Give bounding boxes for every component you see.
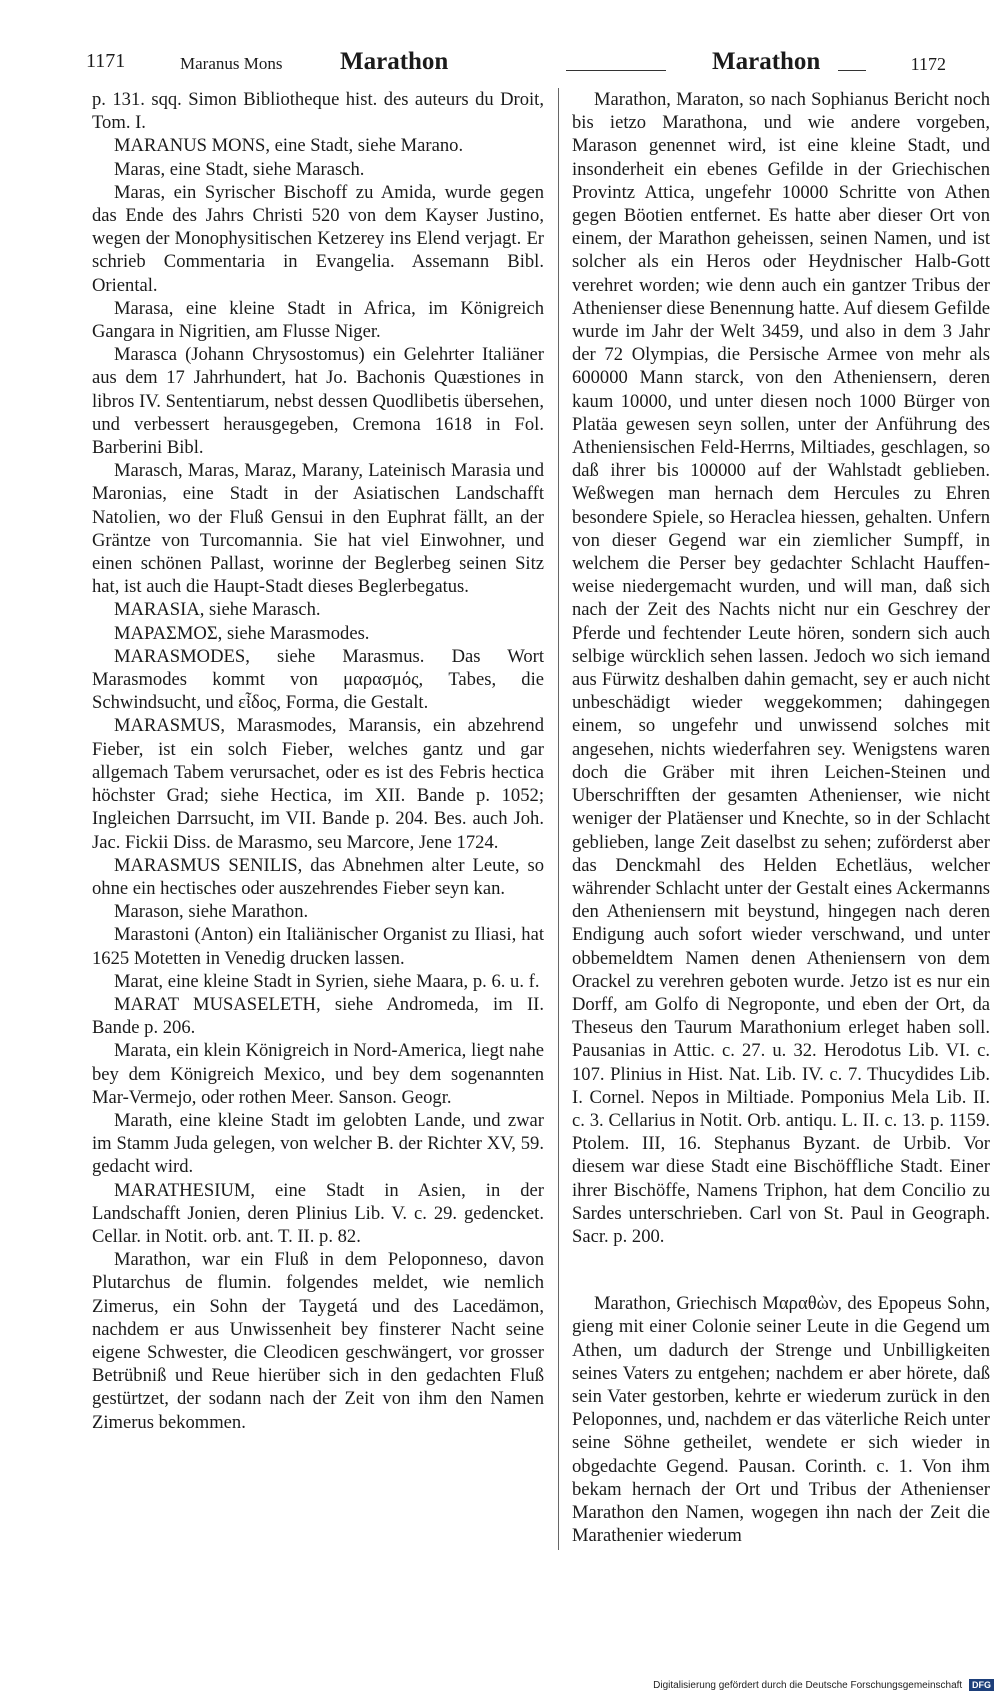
dictionary-entry: MARASMODES, siehe Marasmus. Das Wort Marasmodes kommt von μαρασμός, Tabes, die Schwindsucht, und εἶδος, Forma, die Gestalt. bbox=[92, 645, 544, 714]
header-rule bbox=[838, 70, 866, 71]
dictionary-entry: Marasa, eine kleine Stadt in Africa, im Königreich Gangara in Nigritien, am Flusse Niger. bbox=[92, 297, 544, 343]
dictionary-entry: Maras, eine Stadt, siehe Marasch. bbox=[114, 158, 365, 180]
dictionary-entry: Marata, ein klein Königreich in Nord-America, liegt nahe bey dem Königreich Mexico, und bey dem sogenannten Mar-Vermejo, oder rothen Meer. Sanson. Geogr. bbox=[92, 1040, 544, 1108]
dictionary-entry: Marathon, Griechisch Μαραθὼν, des Epopeus Sohn, gieng mit einer Colonie seiner Leute in die Gegend um Athen, um dadurch der Strenge und Unbilligkeiten seines Vaters zu entgehen; nachdem er aber hörete, daß sein Vater gestorben, kehrte er wiederum zurück in den Peloponnes, und, nachdem er das väterliche Reich unter seine Söhne getheilet, wendete er sich wieder in obgedachte Gegend. Pausan. Corinth. c. 1. Von ihm bekam hernach der Ort und Tribus der Athenienser Marathon den Namen, wogegen ihn nach der Zeit die Marathenier wiederum bbox=[572, 1293, 990, 1547]
digitization-footer bbox=[653, 1679, 994, 1691]
running-head-right: Marathon bbox=[712, 48, 821, 75]
dictionary-entry: MARASMUS, Marasmodes, Maransis, ein abzehrend Fieber, ist ein solch Fieber, welches gantz und gar allgemach Tabem verursachet, oder es ist des Febris hectica höchster Grad; siehe Hectica, im XII. Bande p. 1052; Ingleichen Darrsucht, im VII. Bande p. 204. Bes. auch Joh. Jac. Fickii Diss. de Marasmo, seu Marcore, Jene 1724. bbox=[92, 715, 544, 853]
dictionary-entry: Marastoni (Anton) ein Italiänischer Organist zu Iliasi, hat 1625 Motetten in Venedig drucken lassen. bbox=[92, 924, 544, 969]
dfg-logo: DFG bbox=[969, 1679, 994, 1691]
dictionary-entry: Marasch, Maras, Maraz, Marany, Lateinisch Marasia und Maronias, eine Stadt in der Asiatischen Landschafft Natolien, wo der Fluß Gensui in den Euphrat fällt, an der Gräntze von Turcomannia. Sie hat viel Einwohner, und einen schönen Pallast, worinne der Beglerbeg seinen Sitz hat, ist auch die Haupt-Stadt dieses Beglerbegatus. bbox=[92, 460, 544, 598]
column-divider bbox=[558, 88, 559, 1550]
dictionary-entry: MARASMUS SENILIS, das Abnehmen alter Leute, so ohne ein hectisches oder auszehrendes Fieber seyn kan. bbox=[92, 854, 544, 899]
footer-text: Digitalisierung gefördert durch die Deutsche Forschungsgemeinschaft bbox=[653, 1680, 963, 1691]
dictionary-entry: Marathon, Maraton, so nach Sophianus Bericht noch bis ietzo Marathona, und wie andere vorgeben, Marason genennet wird, ist eine kleine Stadt, und insonderheit ein ebenes Gefilde in der Griechischen Provintz Attica, ungefehr 10000 Schritte von Athen gegen Böotien entfernet. Es hatte aber dieser Ort von einem, der Marathon geheissen, seinen Namen, und ist solcher als ein Heros oder Heydnischer Halb-Gott verehret worden; wie denn auch ein gantzer Tribus der Athenienser diese Benennung hatte. Auf diesem Gefilde wurde im Jahr der Welt 3459, und also in dem 3 Jahr der 72 Olympias, die Persische Armee von mehr als 600000 Mann starck, von den Atheniensern, deren kaum 10000, und unter diesen noch 1000 Bürger von Platäa gewesen seyn sollen, unter der Anführung des Atheniensischen Feld-Herrns, Miltiades, geschlagen, so daß ihrer bis 100000 auf der Wahlstadt geblieben. Weßwegen man hernach dem Hercules zu Ehren besondere Spiele, so Heraclea hiessen, gehalten. Unfern von dieser Gegend war ein ziemlicher Sumpff, in welchem die Perser bey gedachter Schlacht Hauffen-weise niedergemacht wurden, und will man, daß sich nach der Zeit des Nachts nicht nur ein Geschrey der Pferde und fechtender Leute hören, sondern sich auch selbige würcklich sehen lassen. Jedoch wo sich iemand aus Fürwitz deshalben dahin gemacht, sey er auch nicht unbeschädigt wieder weggekommen; dahingegen einem, so ungefehr und unwissend solches mit angesehen, nichts wiederfahren sey. Wenigstens waren doch die Gräber mit ihren Leichen-Steinen und Uberschrifften der gesamten Athenienser, wie nicht weniger der Platäenser und Knechte, so in der Schlacht geblieben, lange Zeit daselbst zu sehen; zuförderst aber das Denckmahl des Helden Echetläus, welcher währender Schlacht unter der Gestalt eines Ackermanns den Atheniensern mit beystund, hingegen nach deren Endigung auch sofort wieder verschwand, und unter obbemeldtem Namen denen Atheniensern von dem Orackel zu verehren geboten wurde. Jetzo ist es nur ein Dorff, am Golfo di Negroponte, und eben der Ort, da Theseus den Taurum Marathonium erleget haben soll. Pausanias in Attic. c. 27. u. 32. Herodotus Lib. VI. c. 107. Plinius in Hist. Nat. Lib. IV. c. 7. Thucydides Lib. I. Cornel. Nepos in Miltiade. Pomponius Mela Lib. II. c. 3. Cellarius in Notit. Orb. antiqu. L. II. c. 13. p. 1159. Ptolem. III, 16. Stephanus Byzant. de Urbib. Vor diesem war diese Stadt eine Bischöffliche Stadt. Einer ihrer Bischöffe, Namens Triphon, hat dem Concilio zu Sardes unterschrieben. Carl von St. Paul in Geograph. Sacr. p. 200. bbox=[572, 89, 990, 1247]
page-number-left: 1171 bbox=[86, 50, 126, 72]
dictionary-entry: MARAT MUSASELETH, siehe Andromeda, im II. Bande p. 206. bbox=[92, 993, 544, 1039]
running-head-left: Marathon bbox=[340, 48, 449, 75]
running-header bbox=[86, 48, 946, 80]
dictionary-entry: MARASIA, siehe Marasch. bbox=[114, 599, 321, 621]
left-column bbox=[92, 88, 544, 1434]
dictionary-entry: Marasca (Johann Chrysostomus) ein Gelehrter Italiäner aus dem 17 Jahrhundert, hat Jo. Bachonis Quæstiones in libros IV. Sententiarum, nebst dessen Quodlibetis übersehen, und verbessert herausgegeben, Cremona 1618 in Fol. Barberini Bibl. bbox=[92, 344, 544, 459]
dictionary-entry: MARANUS MONS, eine Stadt, siehe Marano. bbox=[114, 135, 464, 157]
running-head-left-small: Maranus Mons bbox=[180, 54, 283, 73]
dictionary-entry: Marat, eine kleine Stadt in Syrien, siehe Maara, p. 6. u. f. bbox=[114, 970, 540, 992]
page-number-right: 1172 bbox=[910, 54, 946, 74]
continued-text: p. 131. sqq. Simon Bibliotheque hist. des auteurs du Droit, Tom. I. bbox=[92, 89, 544, 134]
dictionary-entry: Marathon, war ein Fluß in dem Peloponneso, davon Plutarchus de flumin. folgendes meldet, wie nemlich Zimerus, ein Sohn der Taygetá und des Lacedämon, nachdem er aus Unwissenheit bey finsterer Nacht seine eigene Schwester, die Cleodicen geschwängert, vor grosser Betrübniß und Reue hierüber sich in den gedachten Fluß gestürtzet, der sodann nach der Zeit von ihm den Namen Zimerus bekommen. bbox=[92, 1249, 544, 1433]
dictionary-entry: MARATHESIUM, eine Stadt in Asien, in der Landschafft Jonien, deren Plinius Lib. V. c. 29. gedencket. Cellar. in Notit. orb. ant. T. II. p. 82. bbox=[92, 1179, 544, 1247]
dictionary-entry: Marath, eine kleine Stadt im gelobten Lande, und zwar im Stamm Juda gelegen, von welcher B. der Richter XV, 59. gedacht wird. bbox=[92, 1109, 544, 1178]
dictionary-entry: Marason, siehe Marathon. bbox=[114, 901, 309, 923]
dictionary-entry: Maras, ein Syrischer Bischoff zu Amida, wurde gegen das Ende des Jahrs Christi 520 von dem Kayser Justino, wegen der Monophysitischen Ketzerey ins Elend verjagt. Er schrieb Commentaria in Evangelia. Assemann Bibl. Oriental. bbox=[92, 181, 544, 296]
header-rule bbox=[566, 70, 666, 71]
right-column bbox=[572, 88, 990, 1547]
dictionary-entry: ΜΑΡΑΣΜΟΣ, siehe Marasmodes. bbox=[114, 622, 370, 644]
section-gap bbox=[572, 1248, 990, 1292]
